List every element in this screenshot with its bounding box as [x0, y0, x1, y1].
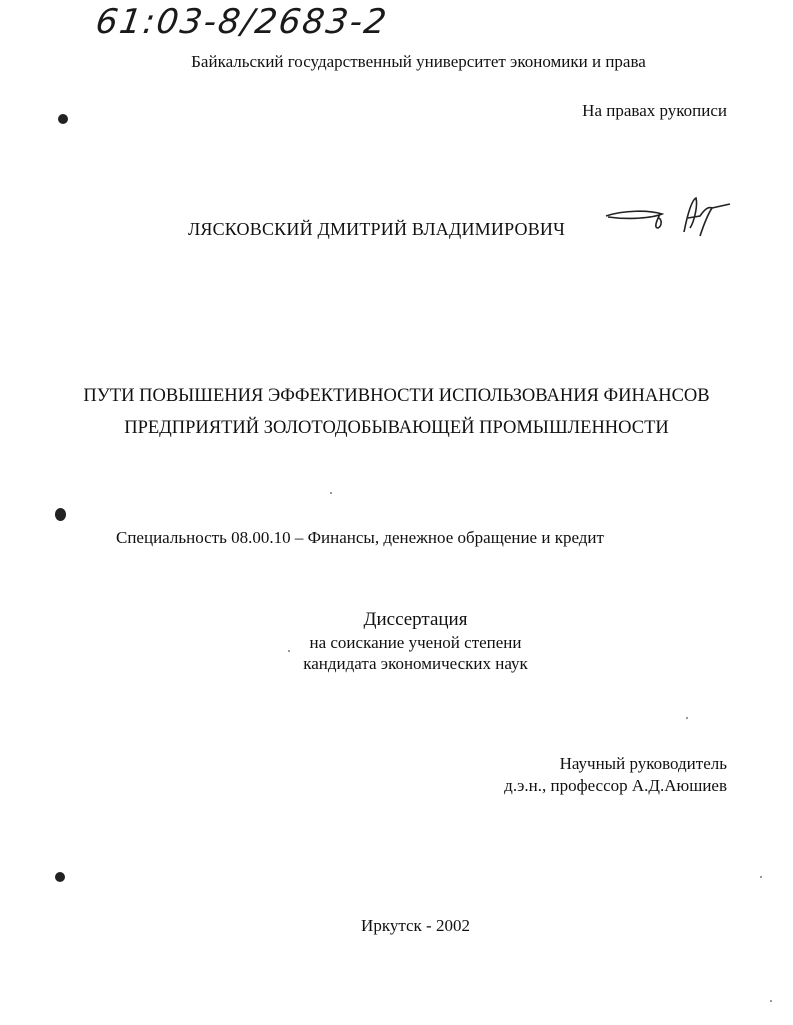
supervisor-label: Научный руководитель [559, 754, 727, 773]
scan-speck [770, 1000, 772, 1002]
author-name: ЛЯСКОВСКИЙ ДМИТРИЙ ВЛАДИМИРОВИЧ [187, 219, 566, 239]
scan-speck [330, 492, 332, 494]
punch-hole-icon [58, 114, 68, 124]
title-line: ПУТИ ПОВЫШЕНИЯ ЭФФЕКТИВНОСТИ ИСПОЛЬЗОВАНИЯ ФИНАНСОВ [83, 386, 710, 406]
archive-code-handwritten: 61:03-8/2683-2 [93, 2, 391, 42]
dissertation-title [0, 380, 793, 444]
signature-icon [604, 192, 734, 242]
degree-line: кандидата экономических наук [303, 654, 528, 673]
city-year: Иркутск - 2002 [361, 916, 470, 935]
specialty-line: Специальность 08.00.10 – Финансы, денежное обращение и кредит [116, 528, 604, 547]
supervisor-name: д.э.н., профессор А.Д.Аюшиев [504, 776, 727, 795]
university-name: Байкальский государственный университет экономики и права [191, 52, 646, 71]
degree-line: на соискание ученой степени [309, 633, 522, 652]
punch-hole-icon [55, 508, 66, 521]
scan-speck [288, 650, 290, 652]
title-line: ПРЕДПРИЯТИЙ ЗОЛОТОДОБЫВАЮЩЕЙ ПРОМЫШЛЕННОСТИ [124, 418, 669, 438]
scan-speck [686, 717, 688, 719]
scan-speck [760, 876, 762, 878]
rights-note: На правах рукописи [582, 101, 727, 120]
punch-hole-icon [55, 872, 65, 882]
dissertation-heading: Диссертация [363, 609, 468, 630]
